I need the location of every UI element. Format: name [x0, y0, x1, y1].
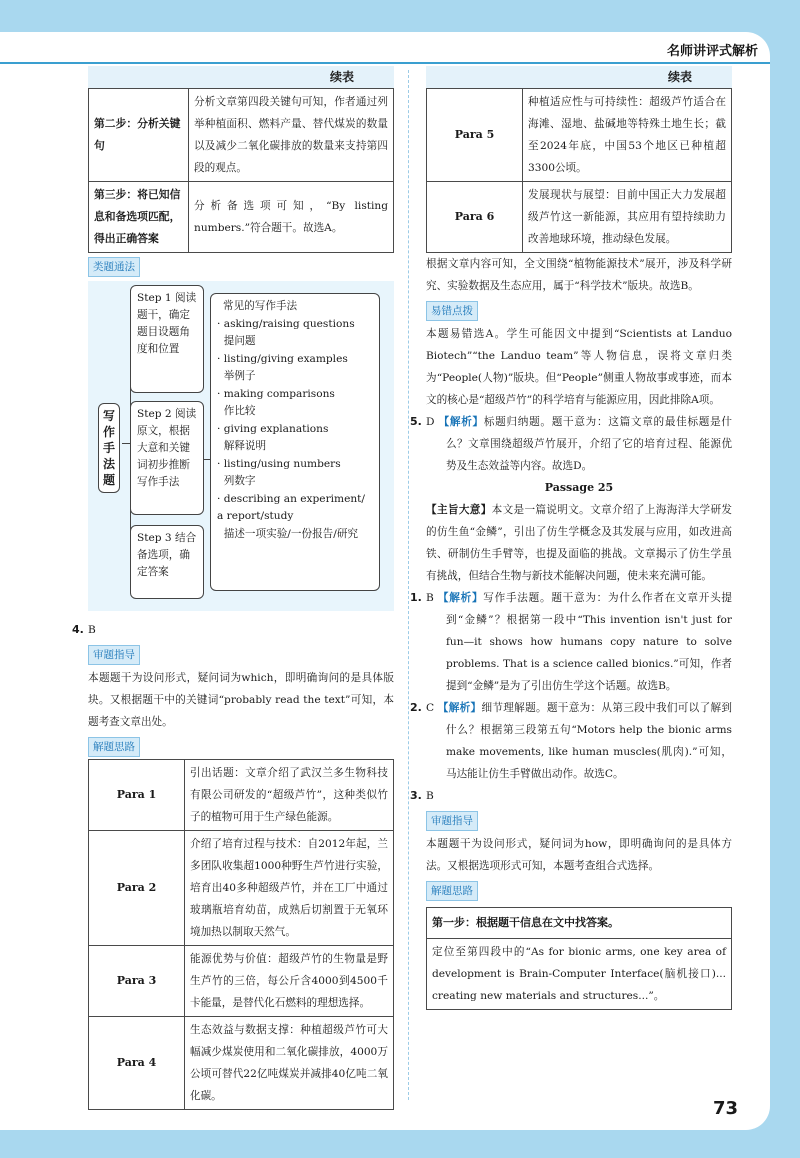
- para-summary: 发展现状与展望：目前中国正大力发展超级芦竹这一新能源，其应用有望持续助力改善地球环境，推动绿色发展。: [523, 182, 732, 253]
- section-tag: 审题指导: [88, 645, 140, 665]
- right-column: [410, 66, 733, 1010]
- question-number: 4.: [72, 623, 84, 636]
- method-zh: 描述一项实验/一份报告/研究: [223, 527, 359, 540]
- method-diagram: [88, 281, 394, 611]
- passage-title: Passage 25: [544, 481, 614, 494]
- method-item: · making comparisons 作比较: [217, 387, 335, 417]
- analysis-text: 标题归纳题。题干意为：这篇文章的最佳标题是什么？文章围绕超级芦竹展开，介绍了它的培育过程、能源优势及生态效益等内容。故选D。: [446, 416, 732, 472]
- method-en: making comparisons: [223, 387, 335, 400]
- question-answer: C: [426, 702, 435, 714]
- analysis-label: 【解析】: [437, 702, 482, 714]
- continued-table-label: 续表: [88, 66, 394, 88]
- methods-box: [210, 293, 380, 591]
- question-number: 1.: [410, 591, 422, 604]
- main-idea-label: 【主旨大意】: [426, 504, 492, 516]
- question-5: [410, 411, 732, 477]
- analysis-text: 细节理解题。题干意为：从第三段中我们可以了解到什么？根据第三段第五句“Motors help the bionic arms make movements, like human muscles(肌肉).”可知，马达能让仿生手臂做出动作。故选C。: [446, 702, 733, 780]
- para-summary: 引出话题：文章介绍了武汉兰多生物科技有限公司研发的“超级芦竹”，这种类似竹子的植物可用于生产绿色能源。: [185, 760, 394, 831]
- diagram-root: 写作手法题: [98, 403, 120, 493]
- step1-body: 定位至第四段中的“As for bionic arms, one key area of development is Brain-Computer Interface(脑机接口)... creating new materials and structures...”。: [432, 946, 726, 1002]
- q3-guide: 本题题干为设问形式，疑问词为how，即明确询问的是具体方法。又根据选项形式可知，本题考查组合式选择。: [426, 838, 732, 872]
- table-row: [89, 946, 394, 1017]
- table-row: [427, 89, 732, 182]
- para-label: Para 6: [427, 182, 523, 253]
- para-label: Para 1: [89, 760, 185, 831]
- para-summary: 介绍了培育过程与技术：自2012年起，兰多团队收集超1000种野生芦竹进行实验，培育出40多种超级芦竹，并在工厂中通过玻璃瓶培育幼苗，成熟后切割置于无氧环境加热以制取天然气。: [185, 831, 394, 946]
- question-2: [410, 697, 733, 785]
- para-summary: 能源优势与价值：超级芦竹的生物量是野生芦竹的三倍，每公斤含4000到4500千卡能量，是替代化石燃料的理想选择。: [185, 946, 394, 1017]
- question-3: [410, 785, 732, 807]
- column-divider: [408, 70, 409, 1100]
- steps-table: [88, 88, 394, 253]
- method-zh: 解释说明: [223, 440, 267, 452]
- method-zh: 作比较: [223, 405, 256, 417]
- para-label: Para 2: [89, 831, 185, 946]
- question-number: 2.: [410, 701, 422, 714]
- table-row: [89, 1017, 394, 1110]
- conclusion-text: 根据文章内容可知，全文围绕“植物能源技术”展开，涉及科学研究、实验数据及生态应用，属于“科学技术”版块。故选B。: [426, 258, 732, 292]
- connector: [122, 443, 130, 444]
- error-tip-text: 本题易错选A。学生可能因文中提到“Scientists at Landuo Biotech”“the Landuo team”等人物信息，误将文章归类为“People(人物)”版块。但“People”侧重人物故事或事迹，而本文的核心是“超级芦竹”的科学培育与能源应用，因此排除A项。: [426, 328, 732, 406]
- diagram-step3: Step 3 结合备选项，确定答案: [130, 525, 204, 599]
- para-summary: 生态效益与数据支撑：种植超级芦竹可大幅减少煤炭使用和二氧化碳排放，4000万公顷可替代22亿吨煤炭并减排40亿吨二氧化碳。: [185, 1017, 394, 1110]
- header-title: 名师讲评式解析: [666, 44, 758, 59]
- table-row: [89, 760, 394, 831]
- diagram-step1: Step 1 阅读题干，确定题目设题角度和位置: [130, 285, 204, 393]
- para-summary: 种植适应性与可持续性：超级芦竹适合在海滩、湿地、盐碱地等特殊土地生长；截至2024年底，中国53个地区已种植超3300公顷。: [523, 89, 732, 182]
- method-item: · listing/giving examples 举例子: [217, 352, 348, 382]
- table-row: [89, 182, 394, 253]
- page-number: 73: [712, 1098, 738, 1119]
- question-answer: B: [426, 592, 434, 604]
- question-1: [410, 587, 733, 697]
- method-item: · describing an experiment/ a report/study 描述一项实验/一份报告/研究: [217, 492, 365, 540]
- question-number: 3.: [410, 789, 422, 802]
- question-4: [72, 619, 394, 641]
- methods-title: 常见的写作手法: [223, 300, 298, 312]
- method-item: · listing/using numbers 列数字: [217, 457, 341, 487]
- analysis-label: 【解析】: [437, 592, 484, 604]
- method-en: asking/raising questions: [223, 317, 355, 330]
- method-item: · asking/raising questions 提问题: [217, 317, 355, 347]
- table-row: [427, 182, 732, 253]
- header-rule: [0, 62, 770, 64]
- main-idea-text: 本文是一篇说明文。文章介绍了上海海洋大学研发的仿生鱼“金鳞”，引出了仿生学概念及其发展与应用，如改进高铁、研制仿生手臂等，也提及面临的挑战。文章揭示了仿生学虽有挑战，但结合生物与新技术能解决问题，使未来充满可能。: [426, 504, 733, 582]
- question-number: 5.: [410, 415, 422, 428]
- continued-table-label: 续表: [426, 66, 732, 88]
- step1-heading: 第一步：根据题干信息在文中找答案。: [427, 908, 731, 939]
- method-zh: 提问题: [223, 335, 256, 347]
- paragraph-table: [88, 759, 394, 1110]
- method-zh: 列数字: [223, 475, 256, 487]
- method-en: listing/using numbers: [223, 457, 341, 470]
- main-idea: [426, 499, 732, 587]
- step-value: 分析文章第四段关键句可知，作者通过列举种植面积、燃料产量、替代煤炭的数量以及减少二氧化碳排放的数量来支持第四段的观点。: [189, 89, 394, 182]
- section-tag: 审题指导: [426, 811, 478, 831]
- section-tag: 易错点拨: [426, 301, 478, 321]
- analysis-label: 【解析】: [438, 416, 484, 428]
- q4-guide: 本题题干为设问形式，疑问词为which，即明确询问的是具体版块。又根据题干中的关键词“probably read the text”可知，本题考查文章出处。: [88, 672, 394, 728]
- left-column: [72, 66, 394, 1110]
- para-label: Para 5: [427, 89, 523, 182]
- section-tag: 解题思路: [88, 737, 140, 757]
- method-zh: 举例子: [223, 370, 256, 382]
- step-value: 分析备选项可知，“By listing numbers.”符合题干。故选A。: [189, 182, 394, 253]
- paragraph-table-continued: [426, 88, 732, 253]
- method-en: giving explanations: [223, 422, 329, 435]
- method-en: describing an experiment/ a report/study: [217, 492, 365, 522]
- analysis-text: 写作手法题。题干意为：为什么作者在文章开头提到“金鳞”？根据第一段中“This invention isn't just for fun—it shows how humans copy nature to solve problems. That is a science called bionics.”可知，作者提到“金鳞”是为了引出仿生学这个话题。故选B。: [446, 592, 733, 692]
- question-answer: B: [426, 790, 434, 802]
- step-key: 第三步：将已知信息和备选项匹配，得出正确答案: [89, 182, 189, 253]
- para-label: Para 3: [89, 946, 185, 1017]
- section-tag: 解题思路: [426, 881, 478, 901]
- section-tag: 类题通法: [88, 257, 140, 277]
- table-row: [89, 89, 394, 182]
- para-label: Para 4: [89, 1017, 185, 1110]
- question-answer: D: [426, 416, 435, 428]
- method-en: listing/giving examples: [223, 352, 348, 365]
- diagram-step2: Step 2 阅读原文，根据大意和关键词初步推断写作手法: [130, 401, 204, 515]
- table-row: [89, 831, 394, 946]
- method-item: · giving explanations 解释说明: [217, 422, 329, 452]
- question-answer: B: [88, 624, 96, 636]
- step-key: 第二步：分析关键句: [89, 89, 189, 182]
- step1-box: [426, 907, 732, 1010]
